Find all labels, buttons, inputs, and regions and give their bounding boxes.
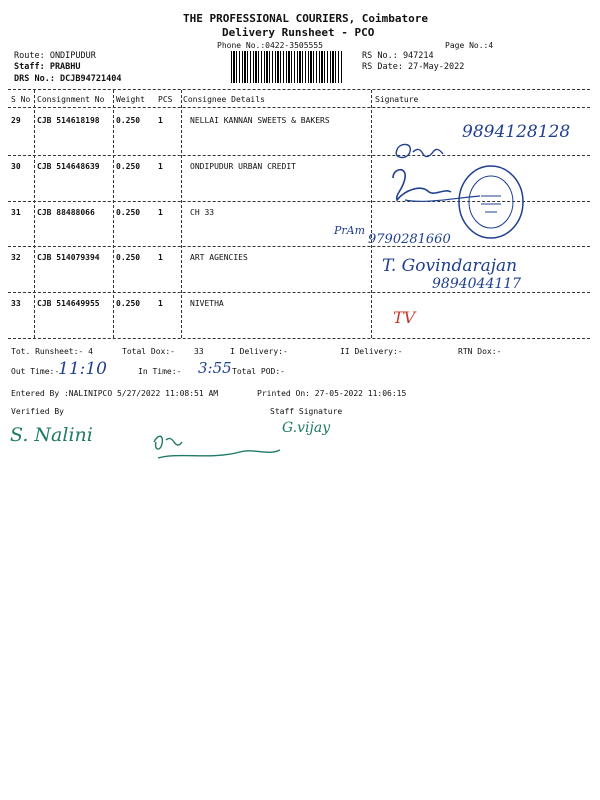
column-divider (371, 90, 372, 338)
col-header-sno: S No (11, 95, 31, 104)
row-weight: 0.250 (116, 253, 141, 262)
row-sno: 31 (11, 208, 21, 217)
total-dox-label: Total Dox:- (122, 347, 175, 356)
page-subtitle: Delivery Runsheet - PCO (222, 26, 375, 39)
i-delivery: I Delivery:- (230, 347, 288, 356)
row-consignment: CJB 514618198 (37, 116, 100, 125)
row-weight: 0.250 (116, 299, 141, 308)
staff-signature-scribble (150, 430, 290, 470)
row-sno: 29 (11, 116, 21, 125)
total-pod: Total POD:- (232, 367, 285, 376)
row-sno: 33 (11, 299, 21, 308)
row-divider (8, 292, 590, 293)
handwritten-phone: 9790281660 (368, 232, 451, 247)
route: Route: ONDIPUDUR (14, 51, 96, 61)
staff-signature: G.vijay (282, 420, 331, 436)
staff: Staff: PRABHU (14, 62, 81, 72)
row-pcs: 1 (158, 299, 163, 308)
handwritten-phone: 9894128128 (462, 122, 571, 142)
col-header-signature: Signature (375, 95, 419, 104)
handwritten-mark: TV (393, 308, 416, 327)
barcode-image (231, 51, 343, 83)
col-header-consignee: Consignee Details (183, 95, 265, 104)
printed-on: Printed On: 27-05-2022 11:06:15 (257, 389, 407, 398)
in-time-label: In Time:- (138, 367, 182, 376)
row-pcs: 1 (158, 253, 163, 262)
ii-delivery: II Delivery:- (340, 347, 403, 356)
entered-by: Entered By :NALINIPCO 5/27/2022 11:08:51 AM (11, 389, 219, 398)
out-time-value: 11:10 (58, 359, 107, 379)
out-time-label: Out Time:- (11, 367, 60, 376)
handwritten-initials: PrAm (334, 224, 366, 237)
table-top-rule (8, 89, 590, 90)
tot-runsheet: Tot. Runsheet:- 4 (11, 347, 93, 356)
row-divider (8, 246, 590, 247)
row-weight: 0.250 (116, 116, 141, 125)
verified-by-label: Verified By (11, 407, 64, 416)
row-sno: 30 (11, 162, 21, 171)
rs-date: RS Date: 27-May-2022 (362, 62, 465, 72)
row-consignee: ONDIPUDUR URBAN CREDIT (190, 162, 296, 171)
row-consignment: CJB 514648639 (37, 162, 100, 171)
handwritten-phone: 9894044117 (432, 276, 522, 292)
col-header-pcs: PCS (158, 95, 173, 104)
in-time-value: 3:55 (198, 359, 232, 377)
page-number: Page No.:4 (445, 41, 494, 50)
row-consignment: CJB 514649955 (37, 299, 100, 308)
staff-signature-label: Staff Signature (270, 407, 343, 416)
row-consignment: CJB 514079394 (37, 253, 100, 262)
drs-number: DRS No.: DCJB94721404 (14, 74, 122, 84)
column-divider (34, 90, 35, 338)
table-bottom-rule (8, 338, 590, 339)
row-consignee: CH 33 (190, 208, 215, 217)
page-title: THE PROFESSIONAL COURIERS, Coimbatore (183, 12, 429, 25)
row-weight: 0.250 (116, 162, 141, 171)
col-header-consignment: Consignment No (37, 95, 105, 104)
row-consignee: NIVETHA (190, 299, 224, 308)
row-pcs: 1 (158, 116, 163, 125)
rtn-dox: RTN Dox:- (458, 347, 502, 356)
verified-signature: S. Nalini (10, 424, 93, 446)
total-dox-value: 33 (194, 347, 204, 356)
row-pcs: 1 (158, 208, 163, 217)
column-divider (113, 90, 114, 338)
rs-number: RS No.: 947214 (362, 51, 434, 61)
row-consignment: CJB 88488066 (37, 208, 95, 217)
rubber-stamp-seal (455, 162, 527, 242)
row-weight: 0.250 (116, 208, 141, 217)
row-pcs: 1 (158, 162, 163, 171)
table-header-rule (8, 107, 590, 108)
col-header-weight: Weight (116, 95, 145, 104)
handwritten-name: T. Govindarajan (382, 256, 518, 276)
row-consignee: NELLAI KANNAN SWEETS & BAKERS (190, 116, 330, 125)
row-consignee: ART AGENCIES (190, 253, 248, 262)
row-sno: 32 (11, 253, 21, 262)
column-divider (181, 90, 182, 338)
phone-number: Phone No.:0422-3505555 (217, 41, 323, 50)
